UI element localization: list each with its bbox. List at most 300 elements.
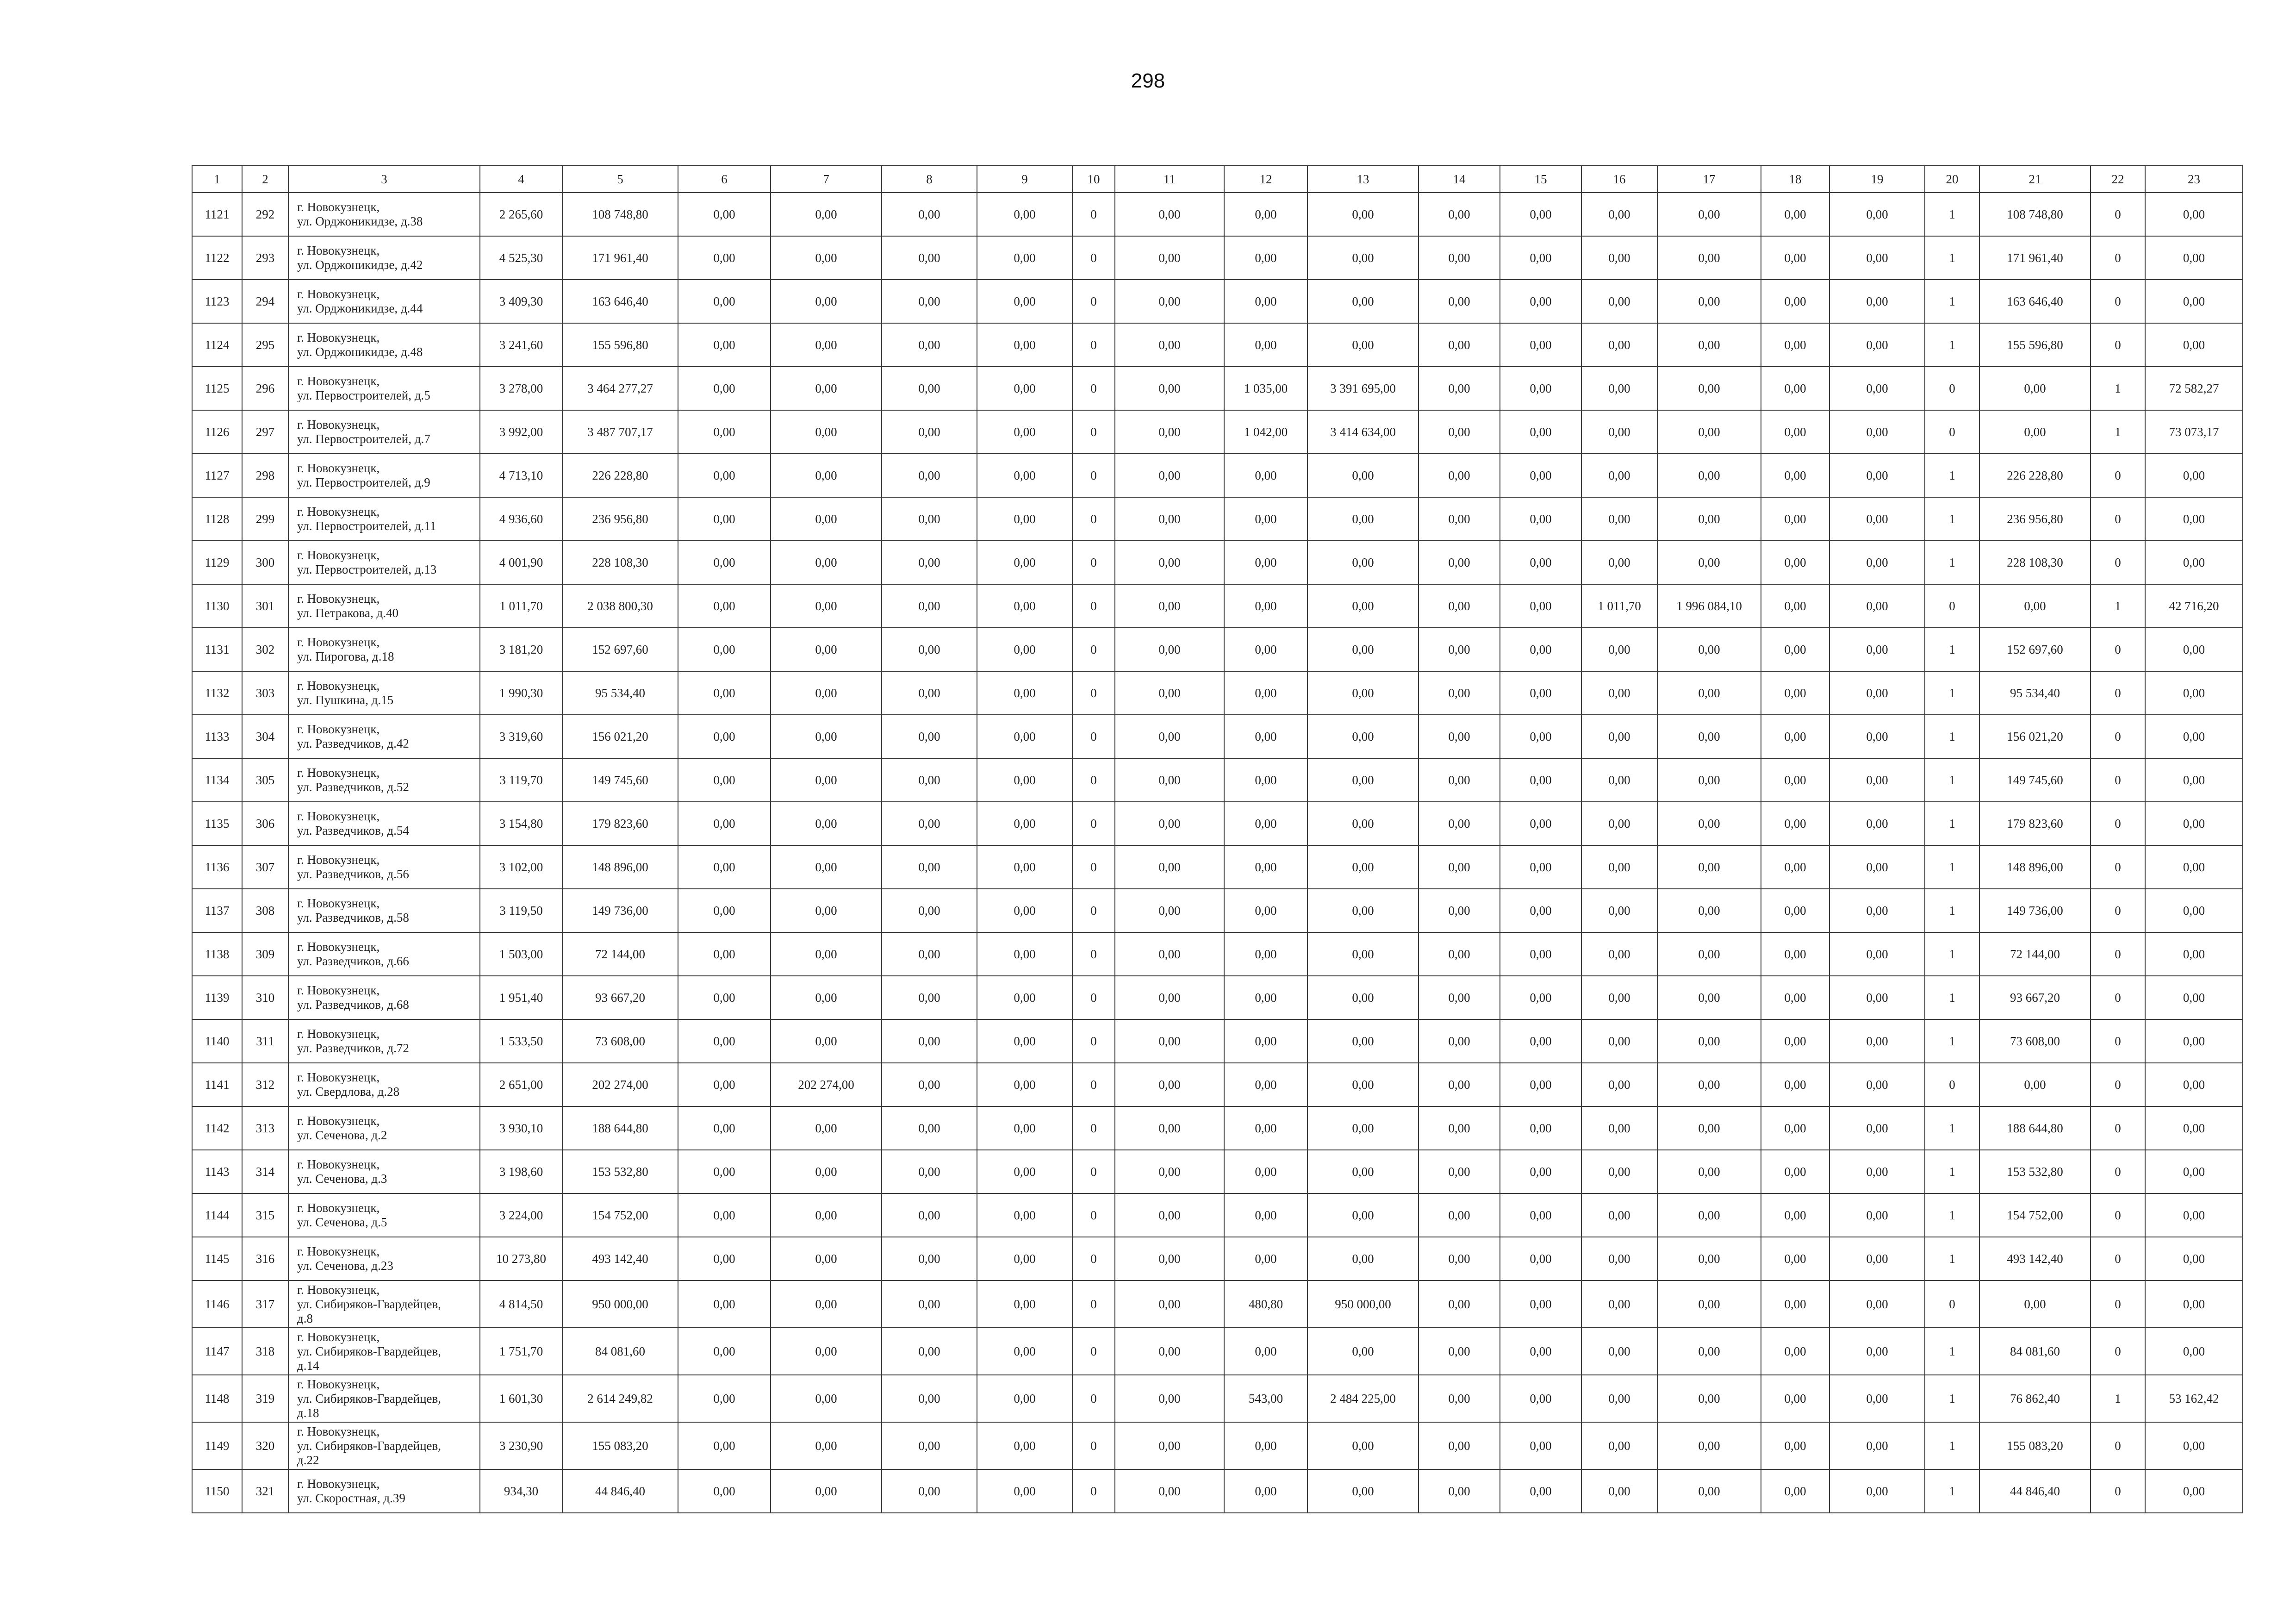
cell-col-16: 0,00 bbox=[1581, 1375, 1657, 1422]
cell-col-21: 0,00 bbox=[1979, 1280, 2091, 1328]
cell-col-4: 3 154,80 bbox=[480, 802, 562, 845]
cell-col-16: 0,00 bbox=[1581, 1237, 1657, 1280]
cell-col-16: 0,00 bbox=[1581, 497, 1657, 541]
cell-col-17: 0,00 bbox=[1657, 323, 1761, 367]
cell-col-2: 297 bbox=[242, 410, 288, 454]
cell-col-11: 0,00 bbox=[1115, 1063, 1224, 1106]
address-line: ул. Разведчиков, д.52 bbox=[297, 780, 409, 794]
cell-col-14: 0,00 bbox=[1419, 1063, 1500, 1106]
cell-col-4: 3 224,00 bbox=[480, 1193, 562, 1237]
cell-col-17: 0,00 bbox=[1657, 1469, 1761, 1513]
cell-col-8: 0,00 bbox=[882, 1150, 977, 1193]
cell-col-21: 163 646,40 bbox=[1979, 280, 2091, 323]
cell-col-13: 0,00 bbox=[1307, 280, 1419, 323]
cell-col-22: 0 bbox=[2091, 193, 2145, 236]
cell-col-9: 0,00 bbox=[977, 1063, 1072, 1106]
cell-col-10: 0 bbox=[1072, 845, 1115, 889]
cell-col-12: 0,00 bbox=[1224, 323, 1307, 367]
cell-col-10: 0 bbox=[1072, 193, 1115, 236]
cell-col-14: 0,00 bbox=[1419, 1280, 1500, 1328]
address-cell bbox=[288, 1375, 480, 1422]
cell-col-10: 0 bbox=[1072, 410, 1115, 454]
cell-col-8: 0,00 bbox=[882, 1193, 977, 1237]
cell-col-14: 0,00 bbox=[1419, 845, 1500, 889]
cell-col-13: 3 414 634,00 bbox=[1307, 410, 1419, 454]
column-header-12: 12 bbox=[1224, 166, 1307, 193]
address-cell bbox=[288, 1280, 480, 1328]
cell-col-1: 1132 bbox=[192, 671, 242, 715]
cell-col-19: 0,00 bbox=[1829, 1106, 1925, 1150]
column-header-7: 7 bbox=[771, 166, 882, 193]
cell-col-21: 93 667,20 bbox=[1979, 976, 2091, 1019]
cell-col-16: 0,00 bbox=[1581, 1063, 1657, 1106]
cell-col-11: 0,00 bbox=[1115, 1237, 1224, 1280]
cell-col-2: 300 bbox=[242, 541, 288, 584]
cell-col-8: 0,00 bbox=[882, 889, 977, 932]
table-row bbox=[192, 193, 2243, 236]
cell-col-8: 0,00 bbox=[882, 932, 977, 976]
cell-col-19: 0,00 bbox=[1829, 1150, 1925, 1193]
cell-col-11: 0,00 bbox=[1115, 628, 1224, 671]
cell-col-6: 0,00 bbox=[678, 410, 771, 454]
cell-col-9: 0,00 bbox=[977, 584, 1072, 628]
cell-col-22: 0 bbox=[2091, 628, 2145, 671]
cell-col-23: 0,00 bbox=[2145, 845, 2243, 889]
cell-col-21: 44 846,40 bbox=[1979, 1469, 2091, 1513]
cell-col-20: 1 bbox=[1925, 845, 1979, 889]
cell-col-9: 0,00 bbox=[977, 280, 1072, 323]
table-row bbox=[192, 1422, 2243, 1469]
address-cell bbox=[288, 541, 480, 584]
address-line: ул. Первостроителей, д.11 bbox=[297, 519, 436, 533]
cell-col-14: 0,00 bbox=[1419, 584, 1500, 628]
cell-col-13: 0,00 bbox=[1307, 976, 1419, 1019]
cell-col-15: 0,00 bbox=[1500, 845, 1581, 889]
cell-col-9: 0,00 bbox=[977, 715, 1072, 758]
cell-col-10: 0 bbox=[1072, 628, 1115, 671]
cell-col-2: 292 bbox=[242, 193, 288, 236]
cell-col-18: 0,00 bbox=[1761, 1375, 1829, 1422]
cell-col-14: 0,00 bbox=[1419, 628, 1500, 671]
column-header-1: 1 bbox=[192, 166, 242, 193]
address-line: г. Новокузнецк, bbox=[297, 766, 380, 780]
cell-col-14: 0,00 bbox=[1419, 758, 1500, 802]
cell-col-7: 0,00 bbox=[771, 1375, 882, 1422]
cell-col-18: 0,00 bbox=[1761, 671, 1829, 715]
cell-col-7: 0,00 bbox=[771, 1328, 882, 1375]
cell-col-2: 298 bbox=[242, 454, 288, 497]
cell-col-15: 0,00 bbox=[1500, 497, 1581, 541]
cell-col-1: 1123 bbox=[192, 280, 242, 323]
cell-col-14: 0,00 bbox=[1419, 323, 1500, 367]
cell-col-9: 0,00 bbox=[977, 976, 1072, 1019]
cell-col-1: 1141 bbox=[192, 1063, 242, 1106]
cell-col-6: 0,00 bbox=[678, 715, 771, 758]
cell-col-23: 0,00 bbox=[2145, 323, 2243, 367]
cell-col-19: 0,00 bbox=[1829, 845, 1925, 889]
cell-col-12: 0,00 bbox=[1224, 193, 1307, 236]
cell-col-14: 0,00 bbox=[1419, 541, 1500, 584]
cell-col-19: 0,00 bbox=[1829, 1237, 1925, 1280]
cell-col-10: 0 bbox=[1072, 1019, 1115, 1063]
table-row bbox=[192, 802, 2243, 845]
cell-col-7: 0,00 bbox=[771, 584, 882, 628]
cell-col-6: 0,00 bbox=[678, 497, 771, 541]
cell-col-13: 0,00 bbox=[1307, 1106, 1419, 1150]
table-row bbox=[192, 845, 2243, 889]
cell-col-18: 0,00 bbox=[1761, 1106, 1829, 1150]
column-header-21: 21 bbox=[1979, 166, 2091, 193]
cell-col-11: 0,00 bbox=[1115, 454, 1224, 497]
cell-col-19: 0,00 bbox=[1829, 497, 1925, 541]
cell-col-5: 188 644,80 bbox=[562, 1106, 678, 1150]
cell-col-7: 0,00 bbox=[771, 236, 882, 280]
cell-col-10: 0 bbox=[1072, 541, 1115, 584]
address-line: ул. Разведчиков, д.58 bbox=[297, 911, 409, 924]
cell-col-6: 0,00 bbox=[678, 976, 771, 1019]
column-header-6: 6 bbox=[678, 166, 771, 193]
cell-col-15: 0,00 bbox=[1500, 236, 1581, 280]
cell-col-15: 0,00 bbox=[1500, 802, 1581, 845]
cell-col-6: 0,00 bbox=[678, 323, 771, 367]
cell-col-4: 1 533,50 bbox=[480, 1019, 562, 1063]
cell-col-14: 0,00 bbox=[1419, 802, 1500, 845]
cell-col-17: 0,00 bbox=[1657, 1375, 1761, 1422]
cell-col-12: 0,00 bbox=[1224, 628, 1307, 671]
address-line: г. Новокузнецк, bbox=[297, 1114, 380, 1128]
address-line: ул. Разведчиков, д.68 bbox=[297, 998, 409, 1012]
cell-col-14: 0,00 bbox=[1419, 1469, 1500, 1513]
cell-col-20: 1 bbox=[1925, 758, 1979, 802]
column-header-2: 2 bbox=[242, 166, 288, 193]
address-line: г. Новокузнецк, bbox=[297, 200, 380, 214]
address-line: г. Новокузнецк, bbox=[297, 679, 380, 693]
cell-col-22: 1 bbox=[2091, 1375, 2145, 1422]
cell-col-12: 1 035,00 bbox=[1224, 367, 1307, 410]
cell-col-23: 0,00 bbox=[2145, 236, 2243, 280]
cell-col-19: 0,00 bbox=[1829, 541, 1925, 584]
cell-col-19: 0,00 bbox=[1829, 323, 1925, 367]
column-header-9: 9 bbox=[977, 166, 1072, 193]
cell-col-12: 1 042,00 bbox=[1224, 410, 1307, 454]
cell-col-5: 108 748,80 bbox=[562, 193, 678, 236]
table-row bbox=[192, 323, 2243, 367]
cell-col-15: 0,00 bbox=[1500, 1193, 1581, 1237]
cell-col-2: 315 bbox=[242, 1193, 288, 1237]
cell-col-14: 0,00 bbox=[1419, 932, 1500, 976]
column-header-11: 11 bbox=[1115, 166, 1224, 193]
table-row bbox=[192, 454, 2243, 497]
cell-col-1: 1130 bbox=[192, 584, 242, 628]
cell-col-15: 0,00 bbox=[1500, 1469, 1581, 1513]
cell-col-1: 1125 bbox=[192, 367, 242, 410]
address-cell bbox=[288, 323, 480, 367]
address-cell bbox=[288, 367, 480, 410]
table-row bbox=[192, 715, 2243, 758]
address-line: ул. Орджоникидзе, д.48 bbox=[297, 345, 423, 359]
cell-col-20: 1 bbox=[1925, 1150, 1979, 1193]
address-cell bbox=[288, 845, 480, 889]
cell-col-21: 236 956,80 bbox=[1979, 497, 2091, 541]
cell-col-1: 1142 bbox=[192, 1106, 242, 1150]
cell-col-9: 0,00 bbox=[977, 1328, 1072, 1375]
column-header-13: 13 bbox=[1307, 166, 1419, 193]
cell-col-12: 0,00 bbox=[1224, 584, 1307, 628]
cell-col-8: 0,00 bbox=[882, 1469, 977, 1513]
cell-col-11: 0,00 bbox=[1115, 280, 1224, 323]
cell-col-23: 0,00 bbox=[2145, 932, 2243, 976]
cell-col-13: 0,00 bbox=[1307, 541, 1419, 584]
header-row bbox=[192, 166, 2243, 193]
cell-col-22: 0 bbox=[2091, 889, 2145, 932]
cell-col-17: 0,00 bbox=[1657, 497, 1761, 541]
table-row bbox=[192, 1375, 2243, 1422]
address-line: г. Новокузнецк, bbox=[297, 548, 380, 562]
cell-col-1: 1127 bbox=[192, 454, 242, 497]
cell-col-8: 0,00 bbox=[882, 715, 977, 758]
cell-col-1: 1139 bbox=[192, 976, 242, 1019]
cell-col-15: 0,00 bbox=[1500, 976, 1581, 1019]
cell-col-23: 0,00 bbox=[2145, 715, 2243, 758]
cell-col-13: 0,00 bbox=[1307, 1237, 1419, 1280]
cell-col-10: 0 bbox=[1072, 1193, 1115, 1237]
cell-col-19: 0,00 bbox=[1829, 367, 1925, 410]
cell-col-16: 0,00 bbox=[1581, 758, 1657, 802]
cell-col-12: 0,00 bbox=[1224, 1193, 1307, 1237]
address-line: г. Новокузнецк, bbox=[297, 418, 380, 431]
cell-col-13: 0,00 bbox=[1307, 671, 1419, 715]
cell-col-11: 0,00 bbox=[1115, 323, 1224, 367]
cell-col-12: 0,00 bbox=[1224, 845, 1307, 889]
cell-col-2: 299 bbox=[242, 497, 288, 541]
cell-col-7: 0,00 bbox=[771, 323, 882, 367]
address-line: г. Новокузнецк, bbox=[297, 592, 380, 606]
cell-col-5: 153 532,80 bbox=[562, 1150, 678, 1193]
cell-col-22: 0 bbox=[2091, 932, 2145, 976]
cell-col-15: 0,00 bbox=[1500, 454, 1581, 497]
cell-col-10: 0 bbox=[1072, 671, 1115, 715]
address-line: г. Новокузнецк, bbox=[297, 331, 380, 344]
cell-col-14: 0,00 bbox=[1419, 236, 1500, 280]
cell-col-23: 0,00 bbox=[2145, 497, 2243, 541]
cell-col-2: 301 bbox=[242, 584, 288, 628]
address-line: ул. Сибиряков-Гвардейцев, bbox=[297, 1344, 442, 1358]
column-header-19: 19 bbox=[1829, 166, 1925, 193]
column-header-23: 23 bbox=[2145, 166, 2243, 193]
cell-col-22: 1 bbox=[2091, 367, 2145, 410]
cell-col-6: 0,00 bbox=[678, 1422, 771, 1469]
table-body bbox=[192, 193, 2243, 1513]
cell-col-9: 0,00 bbox=[977, 628, 1072, 671]
cell-col-19: 0,00 bbox=[1829, 1193, 1925, 1237]
cell-col-12: 0,00 bbox=[1224, 541, 1307, 584]
cell-col-13: 0,00 bbox=[1307, 845, 1419, 889]
cell-col-21: 148 896,00 bbox=[1979, 845, 2091, 889]
column-header-22: 22 bbox=[2091, 166, 2145, 193]
cell-col-7: 0,00 bbox=[771, 1237, 882, 1280]
cell-col-13: 0,00 bbox=[1307, 454, 1419, 497]
cell-col-5: 152 697,60 bbox=[562, 628, 678, 671]
cell-col-1: 1147 bbox=[192, 1328, 242, 1375]
address-line: ул. Пирогова, д.18 bbox=[297, 650, 394, 663]
cell-col-12: 0,00 bbox=[1224, 715, 1307, 758]
cell-col-9: 0,00 bbox=[977, 410, 1072, 454]
address-line: г. Новокузнецк, bbox=[297, 1070, 380, 1084]
cell-col-21: 228 108,30 bbox=[1979, 541, 2091, 584]
cell-col-22: 0 bbox=[2091, 758, 2145, 802]
column-header-16: 16 bbox=[1581, 166, 1657, 193]
table-row bbox=[192, 541, 2243, 584]
cell-col-21: 153 532,80 bbox=[1979, 1150, 2091, 1193]
cell-col-13: 0,00 bbox=[1307, 323, 1419, 367]
cell-col-17: 0,00 bbox=[1657, 367, 1761, 410]
cell-col-6: 0,00 bbox=[678, 367, 771, 410]
address-line: г. Новокузнецк, bbox=[297, 896, 380, 910]
cell-col-11: 0,00 bbox=[1115, 802, 1224, 845]
cell-col-16: 1 011,70 bbox=[1581, 584, 1657, 628]
cell-col-20: 1 bbox=[1925, 1328, 1979, 1375]
cell-col-13: 0,00 bbox=[1307, 1150, 1419, 1193]
cell-col-4: 934,30 bbox=[480, 1469, 562, 1513]
cell-col-11: 0,00 bbox=[1115, 410, 1224, 454]
cell-col-9: 0,00 bbox=[977, 1106, 1072, 1150]
cell-col-19: 0,00 bbox=[1829, 1375, 1925, 1422]
cell-col-17: 0,00 bbox=[1657, 889, 1761, 932]
cell-col-10: 0 bbox=[1072, 889, 1115, 932]
address-line: ул. Сеченова, д.2 bbox=[297, 1128, 387, 1142]
cell-col-2: 312 bbox=[242, 1063, 288, 1106]
cell-col-21: 493 142,40 bbox=[1979, 1237, 2091, 1280]
cell-col-7: 0,00 bbox=[771, 541, 882, 584]
cell-col-18: 0,00 bbox=[1761, 628, 1829, 671]
cell-col-1: 1140 bbox=[192, 1019, 242, 1063]
cell-col-18: 0,00 bbox=[1761, 715, 1829, 758]
cell-col-4: 4 001,90 bbox=[480, 541, 562, 584]
cell-col-12: 0,00 bbox=[1224, 1063, 1307, 1106]
cell-col-12: 0,00 bbox=[1224, 1106, 1307, 1150]
address-line: г. Новокузнецк, bbox=[297, 1377, 380, 1391]
cell-col-6: 0,00 bbox=[678, 280, 771, 323]
table-row bbox=[192, 1150, 2243, 1193]
cell-col-6: 0,00 bbox=[678, 758, 771, 802]
cell-col-19: 0,00 bbox=[1829, 193, 1925, 236]
cell-col-20: 0 bbox=[1925, 1280, 1979, 1328]
cell-col-20: 1 bbox=[1925, 236, 1979, 280]
cell-col-4: 3 409,30 bbox=[480, 280, 562, 323]
cell-col-6: 0,00 bbox=[678, 1150, 771, 1193]
cell-col-14: 0,00 bbox=[1419, 367, 1500, 410]
cell-col-21: 156 021,20 bbox=[1979, 715, 2091, 758]
cell-col-4: 3 102,00 bbox=[480, 845, 562, 889]
cell-col-7: 0,00 bbox=[771, 193, 882, 236]
cell-col-14: 0,00 bbox=[1419, 1106, 1500, 1150]
cell-col-12: 0,00 bbox=[1224, 1237, 1307, 1280]
cell-col-2: 318 bbox=[242, 1328, 288, 1375]
cell-col-5: 493 142,40 bbox=[562, 1237, 678, 1280]
cell-col-12: 0,00 bbox=[1224, 671, 1307, 715]
cell-col-6: 0,00 bbox=[678, 1375, 771, 1422]
cell-col-22: 0 bbox=[2091, 1019, 2145, 1063]
table-row bbox=[192, 367, 2243, 410]
cell-col-10: 0 bbox=[1072, 454, 1115, 497]
cell-col-1: 1136 bbox=[192, 845, 242, 889]
cell-col-19: 0,00 bbox=[1829, 1280, 1925, 1328]
cell-col-15: 0,00 bbox=[1500, 1019, 1581, 1063]
cell-col-13: 0,00 bbox=[1307, 584, 1419, 628]
cell-col-1: 1146 bbox=[192, 1280, 242, 1328]
cell-col-8: 0,00 bbox=[882, 454, 977, 497]
cell-col-23: 0,00 bbox=[2145, 1422, 2243, 1469]
cell-col-1: 1149 bbox=[192, 1422, 242, 1469]
cell-col-13: 2 484 225,00 bbox=[1307, 1375, 1419, 1422]
cell-col-4: 4 814,50 bbox=[480, 1280, 562, 1328]
cell-col-14: 0,00 bbox=[1419, 410, 1500, 454]
cell-col-4: 3 319,60 bbox=[480, 715, 562, 758]
cell-col-14: 0,00 bbox=[1419, 1193, 1500, 1237]
cell-col-12: 0,00 bbox=[1224, 1019, 1307, 1063]
table-row bbox=[192, 236, 2243, 280]
table-header bbox=[192, 166, 2243, 193]
address-line: ул. Скоростная, д.39 bbox=[297, 1491, 405, 1505]
cell-col-4: 1 990,30 bbox=[480, 671, 562, 715]
cell-col-19: 0,00 bbox=[1829, 889, 1925, 932]
cell-col-23: 0,00 bbox=[2145, 1193, 2243, 1237]
cell-col-7: 0,00 bbox=[771, 1280, 882, 1328]
cell-col-23: 0,00 bbox=[2145, 758, 2243, 802]
cell-col-7: 0,00 bbox=[771, 802, 882, 845]
cell-col-5: 226 228,80 bbox=[562, 454, 678, 497]
table-row bbox=[192, 1280, 2243, 1328]
table-row bbox=[192, 1106, 2243, 1150]
cell-col-8: 0,00 bbox=[882, 236, 977, 280]
cell-col-11: 0,00 bbox=[1115, 758, 1224, 802]
cell-col-17: 0,00 bbox=[1657, 1280, 1761, 1328]
cell-col-23: 0,00 bbox=[2145, 1237, 2243, 1280]
cell-col-10: 0 bbox=[1072, 323, 1115, 367]
cell-col-17: 0,00 bbox=[1657, 1422, 1761, 1469]
cell-col-22: 0 bbox=[2091, 323, 2145, 367]
cell-col-17: 0,00 bbox=[1657, 1106, 1761, 1150]
cell-col-12: 0,00 bbox=[1224, 497, 1307, 541]
cell-col-22: 0 bbox=[2091, 802, 2145, 845]
address-cell bbox=[288, 1422, 480, 1469]
cell-col-20: 1 bbox=[1925, 454, 1979, 497]
cell-col-8: 0,00 bbox=[882, 976, 977, 1019]
cell-col-16: 0,00 bbox=[1581, 976, 1657, 1019]
cell-col-18: 0,00 bbox=[1761, 1469, 1829, 1513]
cell-col-19: 0,00 bbox=[1829, 1422, 1925, 1469]
cell-col-13: 3 391 695,00 bbox=[1307, 367, 1419, 410]
cell-col-1: 1124 bbox=[192, 323, 242, 367]
cell-col-19: 0,00 bbox=[1829, 932, 1925, 976]
cell-col-18: 0,00 bbox=[1761, 236, 1829, 280]
address-line: ул. Разведчиков, д.54 bbox=[297, 824, 409, 837]
cell-col-1: 1150 bbox=[192, 1469, 242, 1513]
cell-col-2: 295 bbox=[242, 323, 288, 367]
address-line: г. Новокузнецк, bbox=[297, 1330, 380, 1344]
cell-col-4: 3 992,00 bbox=[480, 410, 562, 454]
cell-col-22: 0 bbox=[2091, 1237, 2145, 1280]
address-line: ул. Разведчиков, д.72 bbox=[297, 1041, 409, 1055]
cell-col-11: 0,00 bbox=[1115, 497, 1224, 541]
cell-col-2: 293 bbox=[242, 236, 288, 280]
cell-col-10: 0 bbox=[1072, 976, 1115, 1019]
cell-col-5: 73 608,00 bbox=[562, 1019, 678, 1063]
cell-col-2: 307 bbox=[242, 845, 288, 889]
cell-col-6: 0,00 bbox=[678, 1280, 771, 1328]
cell-col-16: 0,00 bbox=[1581, 541, 1657, 584]
cell-col-19: 0,00 bbox=[1829, 454, 1925, 497]
